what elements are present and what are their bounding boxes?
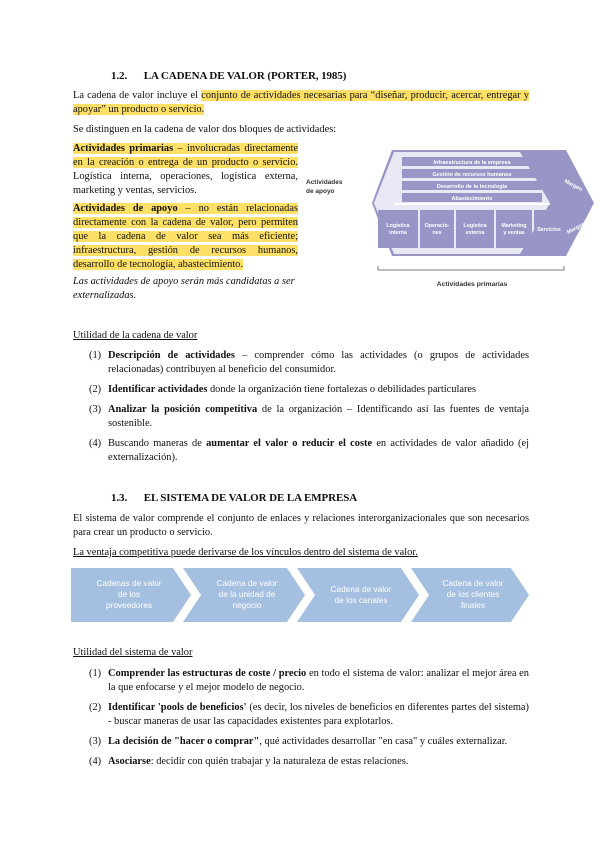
list-bold: Analizar la posición competitiva [108, 404, 258, 415]
support-row-label: Desarrollo de la tecnología [436, 184, 508, 190]
list-text: (es decir, los niveles de beneficios en diferentes partes del sistema) - buscar maneras de usar las capacidades existentes para explotarlos. [108, 702, 529, 727]
list-number: (1) [89, 350, 102, 361]
support-note: Las actividades de apoyo serán más candidatas a ser externalizadas. [73, 276, 295, 301]
chevron-label: de la unidad de [218, 589, 276, 599]
list-item [73, 701, 529, 729]
utility-list-1 [73, 349, 529, 471]
list-number: (2) [89, 384, 102, 395]
primary-highlight: – involucradas directamente en la creación o entrega de un producto o servicio. [73, 143, 299, 168]
list-text: – comprender cómo las actividades (o grupos de actividades relacionadas) contribuyen al beneficio del consumidor. [108, 350, 529, 375]
primary-cell-label: nes [432, 230, 442, 236]
list-item [73, 437, 529, 465]
list-text: en actividades de valor añadido (ej externalización). [108, 438, 530, 463]
support-label: de apoyo [306, 188, 335, 195]
primary-bracket [378, 266, 564, 270]
list-text: Buscando maneras de [108, 438, 207, 449]
list-number: (4) [89, 756, 102, 767]
support-row-label: Gestión de recursos humanos [432, 172, 512, 178]
primary-cell-label: interna [389, 230, 407, 236]
primary-rest: Logística interna, operaciones, logística externa, marketing y ventas, servicios. [73, 171, 298, 196]
intro-highlight: conjunto de actividades necesarias para “diseñar, producir, acercar, entregar y apoyar” un producto o servicio. [73, 90, 529, 115]
section-number: 1.2. [111, 70, 128, 82]
list-bold: Descripción de actividades [108, 350, 235, 361]
list-bold: Asociarse [108, 756, 151, 767]
primary-activities-label: Actividades primarias [436, 281, 508, 288]
chevron-label: Cadena de valor [216, 578, 278, 588]
primary-cell-label: externa [465, 230, 485, 236]
primary-cell [456, 210, 494, 248]
section-heading-1-2 [111, 69, 346, 83]
list-text: de la organización – Identificando así las fuentes de ventaja sostenible. [108, 404, 529, 429]
chevron-label: finales [461, 600, 485, 610]
intro-text: La cadena de valor incluye el [73, 90, 202, 101]
support-row-label: Abastecimiento [451, 196, 493, 202]
value-system-intro: El sistema de valor comprende el conjunto de enlaces y relaciones interorganizacionales que son necesarios para crear un producto o servicio. [73, 513, 529, 538]
primary-term: Actividades primarias [73, 143, 174, 154]
list-item [73, 735, 529, 749]
chevron-label: proveedores [105, 600, 153, 610]
competitive-advantage-text: La ventaja competitiva puede derivarse de los vínculos dentro del sistema de valor. [73, 547, 418, 558]
list-item [73, 667, 529, 695]
list-bold: Identificar actividades [108, 384, 208, 395]
list-bold: aumentar el valor o reducir el coste [206, 438, 373, 449]
primary-activities-paragraph [73, 142, 298, 198]
porter-value-chain-diagram [302, 148, 598, 296]
support-term: Actividades de apoyo [73, 203, 178, 214]
intro-paragraph-2: Se distinguen en la cadena de valor dos bloques de actividades: [73, 124, 337, 135]
primary-cell-label: Marketing [501, 223, 527, 229]
intro-paragraph [73, 89, 529, 117]
utility-heading-2: Utilidad del sistema de valor [73, 647, 193, 658]
primary-cell [378, 210, 418, 248]
utility-list-2 [73, 667, 529, 775]
list-item [73, 403, 529, 431]
primary-cell-label: Logística [386, 223, 410, 229]
primary-cell [496, 210, 532, 248]
list-item [73, 383, 529, 397]
chevron-label: de los canales [334, 595, 388, 605]
chevron-label: negocio [232, 600, 262, 610]
primary-cell-label: Operacio- [424, 223, 450, 229]
list-text: : decidir con quién trabajar y la naturaleza de estas relaciones. [150, 756, 409, 767]
list-number: (1) [89, 668, 102, 679]
list-number: (3) [89, 736, 102, 747]
chevron-label: Cadena de valor [330, 584, 392, 594]
primary-cell-label: y ventas [503, 230, 525, 236]
list-bold: Comprender las estructuras de coste / precio [108, 668, 307, 679]
primary-cell [420, 210, 454, 248]
chevron-label: Cadena de valor [442, 578, 504, 588]
section-title: EL SISTEMA DE VALOR DE LA EMPRESA [143, 492, 358, 504]
support-row-label: Infraestructura de la empresa [433, 160, 511, 166]
value-system-chevrons [71, 566, 531, 624]
list-number: (2) [89, 702, 102, 713]
margin-label: Margen [566, 221, 587, 236]
list-text: en todo el sistema de valor: analizar el mejor área en la que enfocarse y el mejor modelo de negocio. [108, 668, 529, 693]
support-activities-paragraph [73, 202, 298, 272]
list-number: (3) [89, 404, 102, 415]
list-item [73, 349, 529, 377]
list-number: (4) [89, 438, 102, 449]
list-bold: Identificar 'pools de beneficios' [108, 702, 247, 713]
list-text: , qué actividades desarrollar "en casa" y cuáles externalizar. [259, 736, 508, 747]
chevron-label: Cadenas de valor [96, 578, 162, 588]
section-heading-1-3 [111, 491, 357, 505]
chevron-label: de los clientes [446, 589, 500, 599]
primary-cell-label: Logística [463, 223, 487, 229]
primary-cell-label: Servicios [537, 227, 561, 233]
section-title: LA CADENA DE VALOR (PORTER, 1985) [143, 70, 347, 82]
list-item [73, 755, 529, 769]
support-label: Actividades [306, 179, 343, 186]
list-text: donde la organización tiene fortalezas o debilidades particulares [207, 384, 477, 395]
section-number: 1.3. [111, 492, 128, 504]
chevron-label: de los [117, 589, 141, 599]
utility-heading-1: Utilidad de la cadena de valor [73, 330, 198, 341]
list-bold: La decisión de "hacer o comprar" [108, 736, 260, 747]
margin-label: Margen [563, 178, 584, 193]
support-highlight: – no están relacionadas directamente con la cadena de valor, pero permiten que la cadena de valor sea más eficiente; infraestructura, gestión de recursos humanos, desarrollo de tecnología, abastecimiento. [73, 203, 298, 270]
